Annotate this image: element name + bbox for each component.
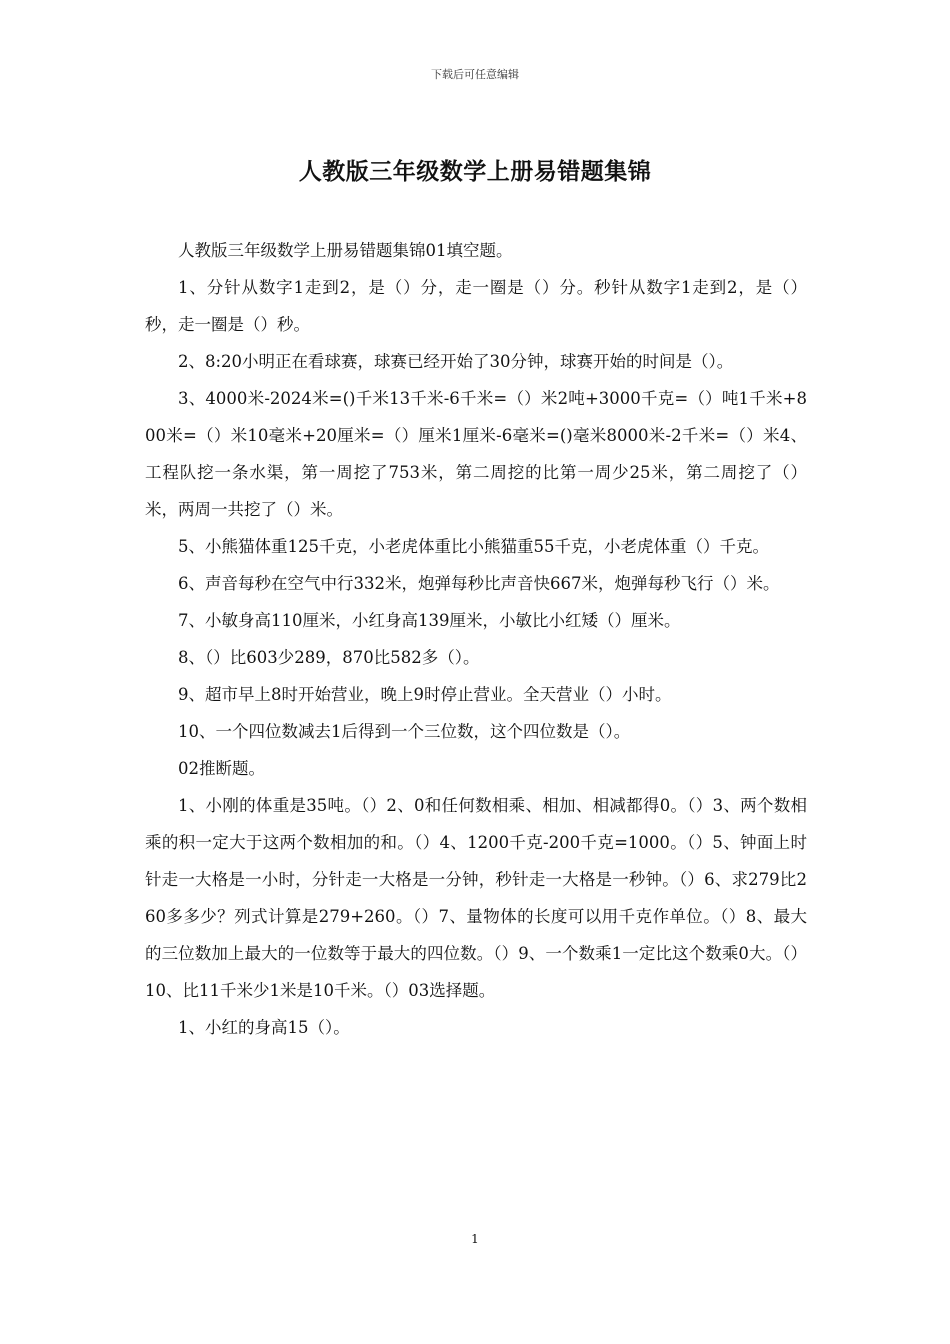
document-body [145, 232, 807, 1046]
paragraph-q2: 2、8:20小明正在看球赛，球赛已经开始了30分钟，球赛开始的时间是（）。 [178, 352, 734, 371]
paragraph-q3: 3、4000米-2024米=()千米13千米-6千米=（）米2吨+3000千克=（）吨1千米+800米=（）米10毫米+20厘米=（）厘米1厘米-6毫米=()毫米8000米-2千米=（）米4、工程队挖一条水渠，第一周挖了753米，第二周挖的比第一周少25米，第二周挖了（）米，两周一共挖了（）米。 [145, 389, 807, 519]
page-header: 下载后可任意编辑 [431, 68, 519, 81]
paragraph-q1: 1、分针从数字1走到2，是（）分，走一圈是（）分。秒针从数字1走到2，是（）秒，走一圈是（）秒。 [145, 278, 807, 334]
paragraph-q8: 8、（）比603少289，870比582多（）。 [178, 648, 480, 667]
paragraph-q10: 10、一个四位数减去1后得到一个三位数，这个四位数是（）。 [178, 722, 631, 741]
page-number: 1 [471, 1232, 479, 1246]
paragraph-intro: 人教版三年级数学上册易错题集锦01填空题。 [178, 241, 513, 260]
section-heading-judgement: 02推断题。 [178, 759, 265, 778]
paragraph-choice-q1: 1、小红的身高15（）。 [178, 1018, 350, 1037]
document-title: 人教版三年级数学上册易错题集锦 [298, 159, 652, 185]
paragraph-q9: 9、超市早上8时开始营业，晚上9时停止营业。全天营业（）小时。 [178, 685, 672, 704]
paragraph-q7: 7、小敏身高110厘米，小红身高139厘米，小敏比小红矮（）厘米。 [178, 611, 681, 630]
paragraph-q5: 5、小熊猫体重125千克，小老虎体重比小熊猫重55千克，小老虎体重（）千克。 [178, 537, 769, 556]
paragraph-q6: 6、声音每秒在空气中行332米，炮弹每秒比声音快667米，炮弹每秒飞行（）米。 [178, 574, 780, 593]
paragraph-judgement-items: 1、小刚的体重是35吨。（）2、0和任何数相乘、相加、相减都得0。（）3、两个数相乘的积一定大于这两个数相加的和。（）4、1200千克-200千克=1000。（）5、钟面上时针走一大格是一小时，分针走一大格是一分钟，秒针走一大格是一秒钟。（）6、求279比260多多少？列式计算是279+260。（）7、量物体的长度可以用千克作单位。（）8、最大的三位数加上最大的一位数等于最大的四位数。（）9、一个数乘1一定比这个数乘0大。（）10、比11千米少1米是10千米。（）03选择题。 [145, 796, 807, 1000]
